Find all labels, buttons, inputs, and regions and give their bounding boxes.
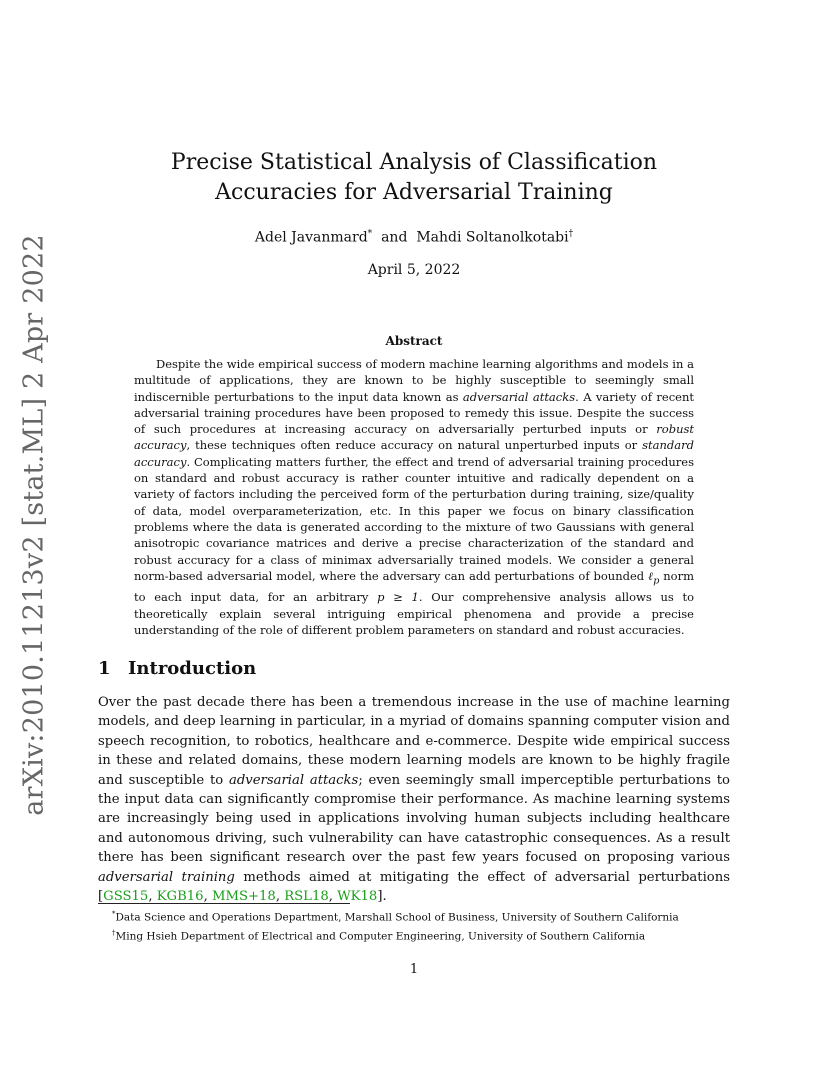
footnotes <box>112 907 679 945</box>
footnote-text: Data Science and Operations Department, Marshall School of Business, University of Southern California <box>115 911 679 924</box>
arxiv-identifier: arXiv:2010.11213v2 [stat.ML] 2 Apr 2022 <box>18 234 50 816</box>
intro-emphasis: adversarial training <box>98 869 235 885</box>
abstract-text: . A variety of recent adversarial training procedures have been proposed to remedy this issue. Despite the success of such procedures at increasing accuracy on adversarially perturbed inputs or <box>134 389 694 437</box>
intro-text: ; even seemingly small imperceptible perturbations to the input data can significantly compromise their performance. As machine learning systems are increasingly being used in applications involving human subjects including healthcare and autonomous driving, such vulnerability can have catastrophic consequences. As a result there has been significant research over the past few years focused on proposing various <box>98 772 730 866</box>
intro-text: ]. <box>377 889 387 905</box>
intro-emphasis: adversarial attacks <box>228 772 359 788</box>
citation-separator: , <box>203 889 212 905</box>
abstract-text: , these techniques often reduce accuracy on natural unperturbed inputs or <box>186 438 643 453</box>
abstract-emphasis: adversarial attacks <box>462 389 576 404</box>
abstract-text: . Our comprehensive analysis allows us to theoretically explain several intriguing empirical phenomena and provide a precise understanding of the role of different problem parameters on standard and robust accuracies. <box>134 590 694 638</box>
paper-title <box>0 148 828 208</box>
section-title: Introduction <box>128 658 257 679</box>
citation-link[interactable]: RSL18 <box>284 889 329 905</box>
title-line-2: Accuracies for Adversarial Training <box>215 180 613 205</box>
footnote-2 <box>112 926 679 945</box>
abstract-emphasis: standard accuracy <box>134 438 694 469</box>
abstract-text: . Complicating matters further, the effect and trend of adversarial training procedures on standard and robust accuracy is rather counter intuitive and radically dependent on a variety of factors including the perceived form of the perturbation during training, size/quality of data, model overparameterization, etc. In this paper we focus on binary classification problems where the data is generated according to the mixture of two Gaussians with general anisotropic covariance matrices and derive a precise characterization of the standard and robust accuracy for a class of minimax adversarially trained models. We consider a general norm-based adversarial model, where the adversary can add perturbations of bounded <box>134 454 694 583</box>
citation-link[interactable]: KGB16 <box>156 889 204 905</box>
author-2: Mahdi Soltanolkotabi <box>416 229 569 246</box>
paper-date: April 5, 2022 <box>367 262 461 278</box>
abstract-heading: Abstract <box>385 334 443 348</box>
page-number: 1 <box>409 962 419 977</box>
author-1: Adel Javanmard <box>254 229 368 246</box>
math-subscript-p: p <box>653 575 660 587</box>
title-line-1: Precise Statistical Analysis of Classification <box>170 150 658 175</box>
abstract-body <box>134 356 694 638</box>
abstract-text: Despite the wide empirical success of modern machine learning algorithms and models in a multitude of applications, they are known to be highly susceptible to seemingly small indiscernible perturbations to the input data known as <box>134 357 694 404</box>
citation-separator: , <box>148 889 157 905</box>
math-ell: ℓ <box>648 568 654 583</box>
abstract-text: norm to each input data, for an arbitrary <box>134 568 695 605</box>
author-1-footnote-mark: * <box>367 229 373 239</box>
intro-text: Over the past decade there has been a tremendous increase in the use of machine learning models, and deep learning in particular, in a myriad of domains spanning computer vision and speech recognition, to robotics, healthcare and e-commerce. Despite wide empirical success in these and related domains, these modern learning models are known to be highly fragile and susceptible to <box>98 695 730 788</box>
intro-text: methods aimed at mitigating the effect of adversarial perturbations [ <box>98 869 730 905</box>
citation-link[interactable]: WK18 <box>337 889 378 905</box>
section-heading <box>98 658 256 679</box>
citation-link[interactable]: GSS15 <box>103 889 149 905</box>
section-number: 1 <box>98 658 111 679</box>
footnote-divider <box>98 903 350 904</box>
abstract-emphasis: robust accuracy <box>134 422 694 453</box>
math-p-geq-1: p ≥ 1 <box>377 590 419 605</box>
author-list <box>0 229 828 246</box>
citation-link[interactable]: MMS+18 <box>211 889 276 905</box>
footnote-text: Ming Hsieh Department of Electrical and Computer Engineering, University of Southern California <box>115 930 646 943</box>
citation-separator: , <box>275 889 285 905</box>
author-2-footnote-mark: † <box>568 229 574 239</box>
citation-separator: , <box>328 889 338 905</box>
footnote-mark: † <box>112 929 116 937</box>
author-separator: and <box>381 229 408 246</box>
footnote-1 <box>112 907 679 926</box>
footnote-mark: * <box>112 910 116 918</box>
introduction-paragraph <box>98 693 730 906</box>
